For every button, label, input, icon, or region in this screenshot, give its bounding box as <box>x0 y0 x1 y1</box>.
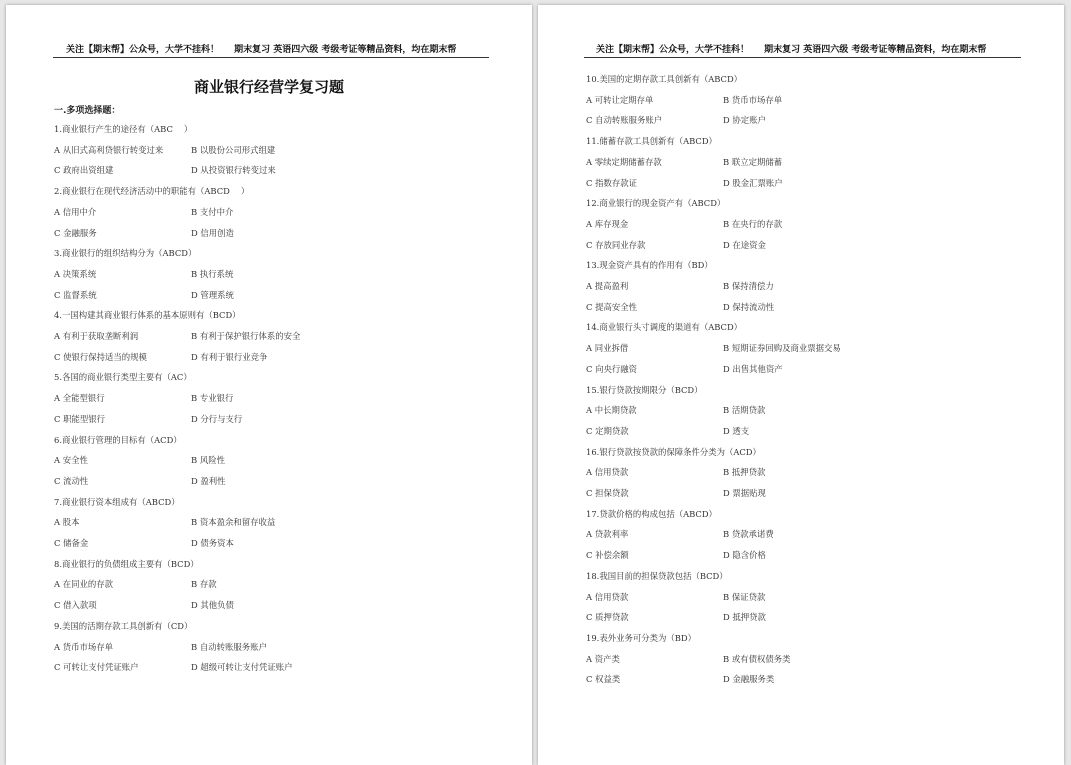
question-text: 11.储蓄存款工具创新有（ABCD） <box>586 136 717 147</box>
option-b: B 联立定期储蓄 <box>723 156 783 167</box>
option-c: C 担保贷款 <box>586 488 629 499</box>
question-text: 16.银行贷款按贷款的保障条件分类为（ACD） <box>586 446 761 457</box>
option-d: D 金融服务类 <box>723 674 775 685</box>
question-text: 14.商业银行头寸调度的渠道有（ABCD） <box>586 322 743 333</box>
option-b: B 短期证券回购及商业票据交易 <box>723 343 841 354</box>
option-b: B 专业银行 <box>191 393 234 404</box>
option-row <box>586 649 1046 670</box>
option-row <box>54 223 514 244</box>
option-b: B 支付中介 <box>191 206 234 217</box>
question-text: 13.现金资产具有的作用有（BD） <box>586 260 713 271</box>
option-d: D 有利于银行业竞争 <box>191 351 268 362</box>
option-row <box>586 483 1046 504</box>
option-b: B 资本盈余和留存收益 <box>191 517 276 528</box>
option-a: A 货币市场存单 <box>54 641 113 652</box>
option-row <box>586 214 1046 235</box>
question-text: 8.商业银行的负债组成主要有（BCD） <box>54 558 199 569</box>
option-row <box>54 160 514 181</box>
option-row <box>586 607 1046 628</box>
question-text: 3.商业银行的组织结构分为（ABCD） <box>54 248 197 259</box>
option-d: D 股金汇票账户 <box>723 177 783 188</box>
question-text: 2.商业银行在现代经济活动中的职能有（ABCD ） <box>54 186 250 197</box>
option-row <box>54 512 514 533</box>
option-b: B 或有债权债务类 <box>723 653 791 664</box>
option-row <box>54 533 514 554</box>
option-d: D 盈利性 <box>191 475 226 486</box>
option-a: A 贷款利率 <box>586 529 629 540</box>
option-c: C 金融服务 <box>54 227 97 238</box>
option-row <box>586 400 1046 421</box>
question-text: 7.商业银行资本组成有（ABCD） <box>54 496 180 507</box>
option-d: D 债务资本 <box>191 538 234 549</box>
option-d: D 信用创造 <box>191 227 234 238</box>
option-b: B 以股份公司形式组建 <box>191 144 276 155</box>
option-row <box>54 140 514 161</box>
option-row <box>586 276 1046 297</box>
option-d: D 其他负债 <box>191 600 234 611</box>
document-title: 商业银行经营学复习题 <box>193 78 344 96</box>
option-row <box>586 421 1046 442</box>
option-c: C 监督系统 <box>54 289 97 300</box>
option-row <box>586 524 1046 545</box>
option-d: D 票据贴现 <box>723 488 766 499</box>
option-c: C 指数存款证 <box>586 177 637 188</box>
option-a: A 全能型银行 <box>54 393 105 404</box>
option-a: A 信用贷款 <box>586 591 629 602</box>
question-text: 5.各国的商业银行类型主要有（AC） <box>54 372 192 383</box>
option-row <box>54 285 514 306</box>
option-row <box>586 110 1046 131</box>
option-d: D 分行与支行 <box>191 413 243 424</box>
option-a: A 提高盈利 <box>586 281 629 292</box>
header-promo-text: 关注【期末帮】公众号，大学不挂科！ <box>66 45 220 55</box>
option-a: A 股本 <box>54 517 80 528</box>
option-a: A 决策系统 <box>54 268 97 279</box>
option-c: C 自动转账服务账户 <box>586 115 663 126</box>
option-row <box>586 173 1046 194</box>
question-text: 6.商业银行管理的目标有（ACD） <box>54 434 182 445</box>
option-c: C 借入款项 <box>54 600 97 611</box>
option-b: B 执行系统 <box>191 268 234 279</box>
page-header <box>66 42 468 55</box>
option-row <box>586 338 1046 359</box>
option-row <box>54 202 514 223</box>
option-d: D 管理系统 <box>191 289 234 300</box>
header-promo-text-2: 期末复习 英语四六级 考级考证等精品资料，均在期末帮 <box>764 45 987 55</box>
option-row <box>54 574 514 595</box>
option-b: B 抵押贷款 <box>723 467 766 478</box>
option-row <box>54 657 514 678</box>
option-b: B 贷款承诺费 <box>723 529 774 540</box>
option-row <box>586 235 1046 256</box>
option-d: D 隐含价格 <box>723 550 766 561</box>
option-row <box>586 462 1046 483</box>
option-row <box>54 264 514 285</box>
document-page-right <box>538 5 1064 765</box>
question-text: 1.商业银行产生的途径有（ABC ） <box>54 124 193 134</box>
option-a: A 从旧式高利贷银行转变过来 <box>54 144 164 155</box>
question-text: 17.贷款价格的构成包括（ABCD） <box>586 508 717 519</box>
option-c: C 使银行保持适当的规模 <box>54 351 147 362</box>
option-c: C 补偿余额 <box>586 550 629 561</box>
option-d: D 出售其他资产 <box>723 363 783 374</box>
option-b: B 有利于保护银行体系的安全 <box>191 331 301 342</box>
option-row <box>54 450 514 471</box>
option-row <box>54 471 514 492</box>
option-b: B 保证贷款 <box>723 591 766 602</box>
option-row <box>586 297 1046 318</box>
option-d: D 在途资金 <box>723 239 766 250</box>
question-text: 9.美国的活期存款工具创新有（CD） <box>54 620 193 631</box>
option-row <box>586 152 1046 173</box>
option-b: B 活期贷款 <box>723 405 766 416</box>
option-c: C 职能型银行 <box>54 413 105 424</box>
question-list <box>54 119 514 678</box>
option-d: D 保持流动性 <box>723 301 775 312</box>
option-row <box>54 326 514 347</box>
option-row <box>54 637 514 658</box>
option-d: D 超级可转让支付凭证账户 <box>191 662 293 673</box>
option-a: A 中长期贷款 <box>586 405 637 416</box>
option-row <box>586 90 1046 111</box>
option-d: D 协定账户 <box>723 115 766 126</box>
option-a: A 安全性 <box>54 455 88 466</box>
option-row <box>586 587 1046 608</box>
option-d: D 透支 <box>723 425 750 436</box>
option-b: B 风险性 <box>191 455 225 466</box>
option-row <box>54 388 514 409</box>
option-a: A 库存现金 <box>586 218 629 229</box>
option-a: A 资产类 <box>586 653 620 664</box>
option-c: C 权益类 <box>586 674 621 685</box>
option-a: A 有利于获取垄断利润 <box>54 331 139 342</box>
header-promo-text-2: 期末复习 英语四六级 考级考证等精品资料，均在期末帮 <box>234 45 457 55</box>
option-b: B 在央行的存款 <box>723 218 783 229</box>
option-a: A 在同业的存款 <box>54 579 113 590</box>
option-c: C 政府出资组建 <box>54 165 114 176</box>
option-c: C 定期贷款 <box>586 425 629 436</box>
option-row <box>586 669 1046 690</box>
option-a: A 同业拆借 <box>586 343 629 354</box>
question-text: 4.一国构建其商业银行体系的基本原则有（BCD） <box>54 310 241 321</box>
option-c: C 质押贷款 <box>586 612 629 623</box>
option-c: C 可转让支付凭证账户 <box>54 662 139 673</box>
option-b: B 货币市场存单 <box>723 94 783 105</box>
option-c: C 储备金 <box>54 538 89 549</box>
option-row <box>54 595 514 616</box>
option-b: B 自动转账服务账户 <box>191 641 267 652</box>
option-d: D 从投资银行转变过来 <box>191 165 276 176</box>
option-c: C 存放同业存款 <box>586 239 646 250</box>
option-row <box>54 347 514 368</box>
header-promo-text: 关注【期末帮】公众号，大学不挂科！ <box>596 45 750 55</box>
option-row <box>54 409 514 430</box>
question-text: 10.美国的定期存款工具创新有（ABCD） <box>586 74 743 84</box>
question-text: 15.银行贷款按期限分（BCD） <box>586 384 703 395</box>
page-header <box>596 42 998 55</box>
question-text: 12.商业银行的现金资产有（ABCD） <box>586 198 726 209</box>
question-text: 18.我国目前的担保贷款包括（BCD） <box>586 570 728 581</box>
option-b: B 保持清偿力 <box>723 281 774 292</box>
question-text: 19.表外业务可分类为（BD） <box>586 632 696 643</box>
document-page-left <box>6 5 532 765</box>
option-a: A 可转让定期存单 <box>586 94 654 105</box>
option-a: A 信用贷款 <box>586 467 629 478</box>
option-c: C 流动性 <box>54 475 89 486</box>
question-list <box>586 69 1046 690</box>
section-heading: 一.多项选择题： <box>54 106 121 116</box>
option-c: C 向央行融资 <box>586 363 637 374</box>
header-divider <box>53 57 489 58</box>
option-d: D 抵押贷款 <box>723 612 766 623</box>
header-divider <box>584 57 1021 58</box>
option-a: A 信用中介 <box>54 206 97 217</box>
option-a: A 零续定期储蓄存款 <box>586 156 662 167</box>
option-row <box>586 545 1046 566</box>
option-b: B 存款 <box>191 579 217 590</box>
option-row <box>586 359 1046 380</box>
option-c: C 提高安全性 <box>586 301 637 312</box>
